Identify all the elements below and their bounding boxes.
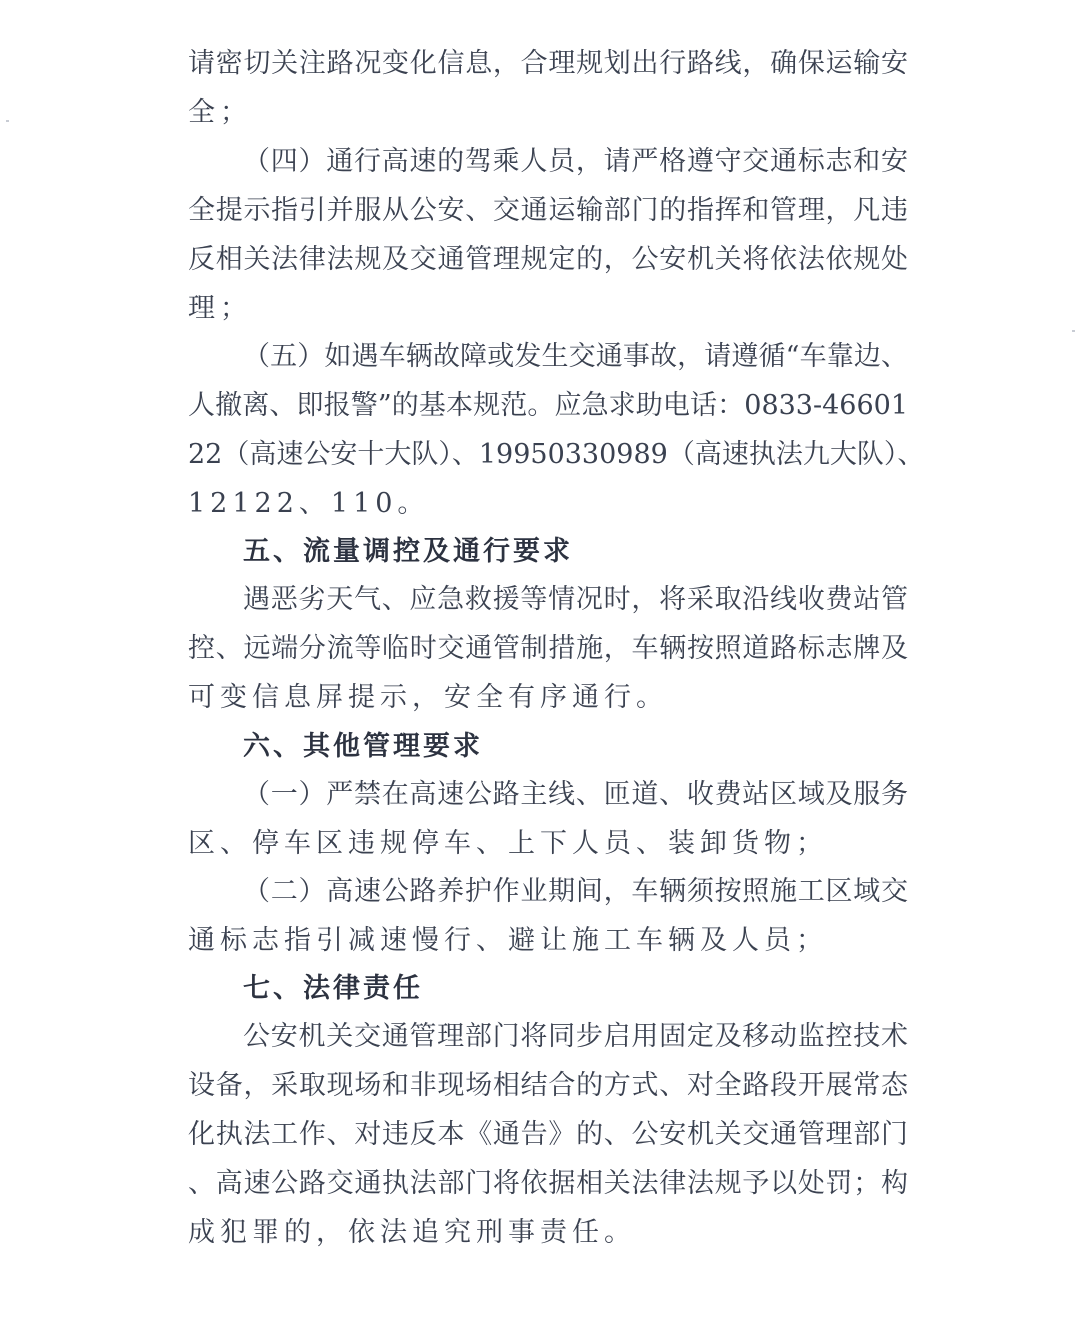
body-line: 22（高速公安十大队）、19950330989（高速执法九大队）、 <box>188 439 925 470</box>
body-line: 全提示指引并服从公安、交通运输部门的指挥和管理，凡违 <box>188 195 908 226</box>
body-line: （四）通行高速的驾乘人员，请严格遵守交通标志和安 <box>243 146 908 177</box>
body-line: （二）高速公路养护作业期间，车辆须按照施工区域交 <box>243 876 908 907</box>
body-line: 、高速公路交通执法部门将依据相关法律法规予以处罚；构 <box>188 1168 908 1199</box>
body-line: 区、停车区违规停车、上下人员、装卸货物； <box>188 828 828 859</box>
body-line: 理； <box>188 293 252 324</box>
body-line: 人撤离、即报警”的基本规范。应急求助电话：0833-46601 <box>188 390 908 421</box>
body-line: 全； <box>188 97 252 128</box>
section-heading: 六、其他管理要求 <box>243 731 483 762</box>
body-line: 反相关法律法规及交通管理规定的，公安机关将依法依规处 <box>188 244 908 275</box>
body-line: （一）严禁在高速公路主线、匝道、收费站区域及服务 <box>243 779 908 810</box>
body-line: 成犯罪的，依法追究刑事责任。 <box>188 1217 636 1248</box>
section-heading: 五、流量调控及通行要求 <box>243 536 573 567</box>
body-line: 可变信息屏提示，安全有序通行。 <box>188 682 668 713</box>
scan-speck <box>6 120 9 122</box>
body-line: 12122、110。 <box>188 488 430 519</box>
scan-speck <box>1072 330 1075 332</box>
body-line: 控、远端分流等临时交通管制措施，车辆按照道路标志牌及 <box>188 633 908 664</box>
body-line: 公安机关交通管理部门将同步启用固定及移动监控技术 <box>243 1021 908 1052</box>
body-line: 请密切关注路况变化信息，合理规划出行路线，确保运输安 <box>188 48 908 79</box>
body-line: 设备，采取现场和非现场相结合的方式、对全路段开展常态 <box>188 1070 908 1101</box>
body-line: 遇恶劣天气、应急救援等情况时，将采取沿线收费站管 <box>243 584 908 615</box>
body-line: （五）如遇车辆故障或发生交通事故，请遵循“车靠边、 <box>243 341 908 372</box>
body-line: 通标志指引减速慢行、避让施工车辆及人员； <box>188 925 828 956</box>
section-heading: 七、法律责任 <box>243 973 423 1004</box>
body-line: 化执法工作、对违反本《通告》的、公安机关交通管理部门 <box>188 1119 908 1150</box>
